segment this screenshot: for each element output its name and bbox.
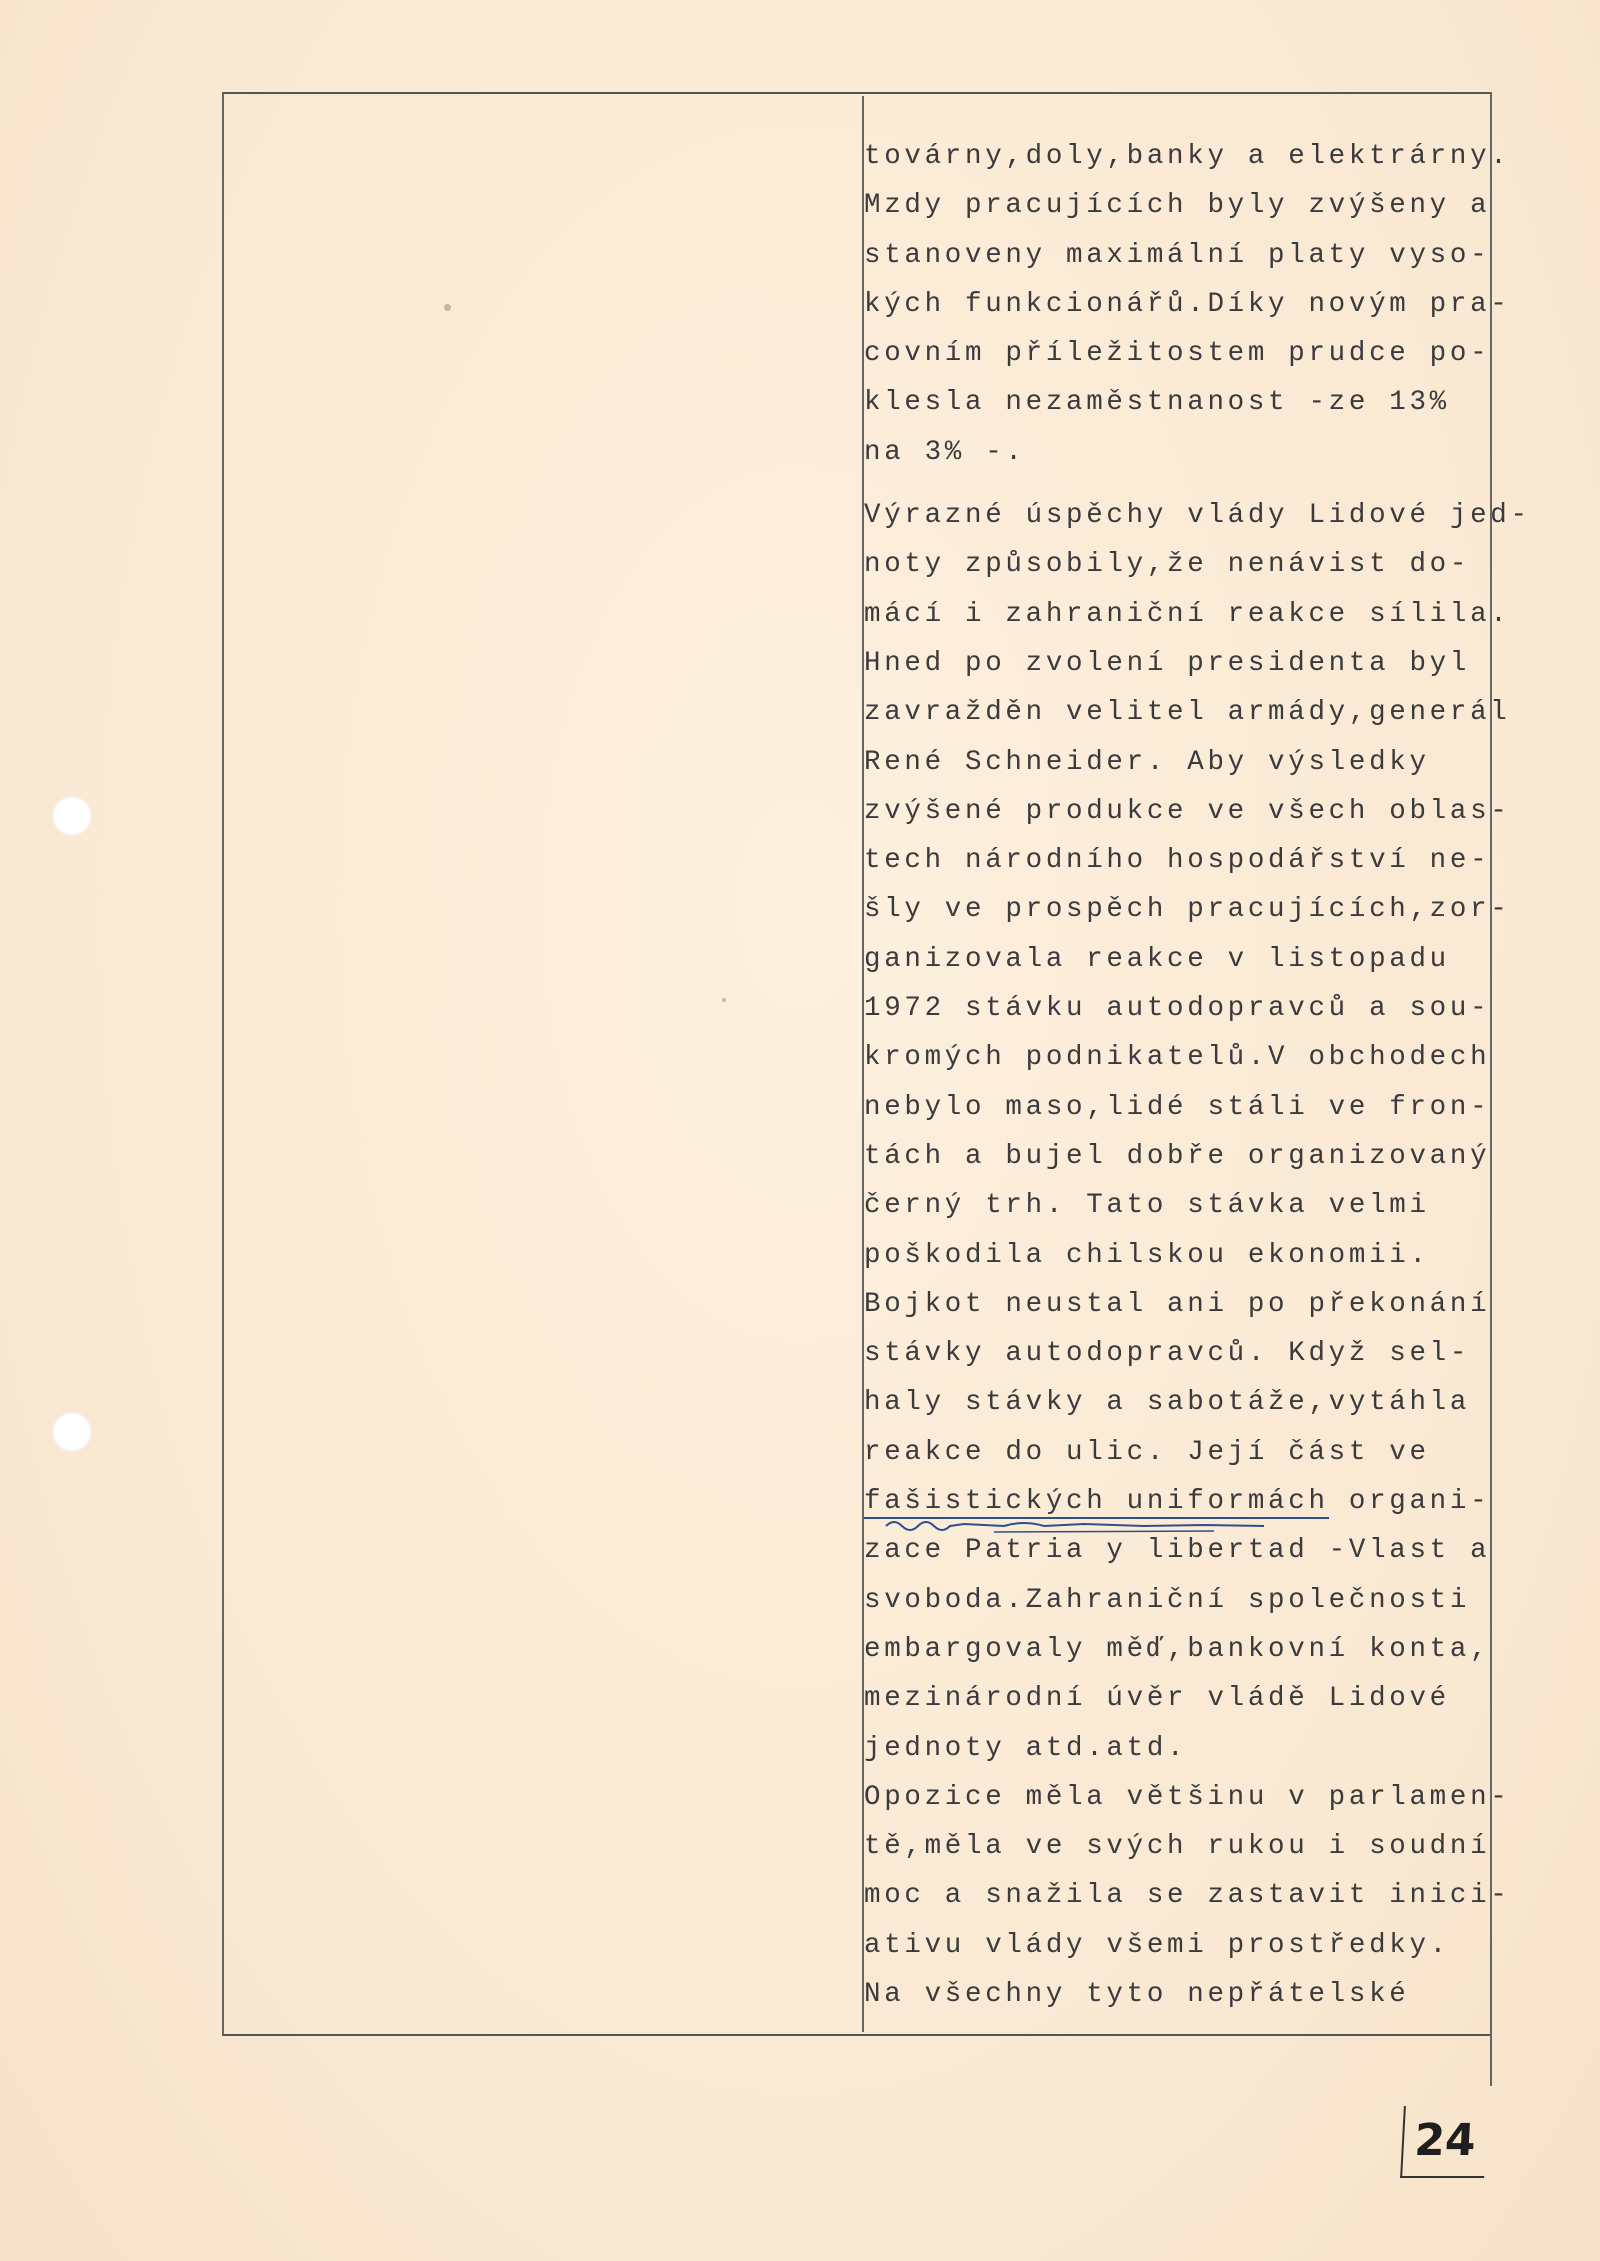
text-line: René Schneider. Aby výsledky — [864, 746, 1430, 778]
text-line: tě,měla ve svých rukou i soudní — [864, 1831, 1491, 1863]
text-line: Výrazné úspěchy vlády Lidové jed- — [864, 500, 1531, 532]
text-line: covním příležitostem prudce po- — [864, 338, 1491, 370]
text-line: zavražděn velitel armády,generál — [864, 697, 1511, 729]
text-line: poškodila chilskou ekonomii. — [864, 1239, 1430, 1271]
text-line: kromých podnikatelů.V obchodech — [864, 1042, 1491, 1074]
text-line: svoboda.Zahraniční společnosti — [864, 1584, 1471, 1616]
text-line: Bojkot neustal ani po překonání — [864, 1288, 1491, 1320]
handwritten-squiggle-annotation — [884, 1516, 1324, 1538]
text-line: moc a snažila se zastavit inici- — [864, 1880, 1511, 1912]
text-line: reakce do ulic. Její část ve — [864, 1436, 1430, 1468]
text-line: mácí i zahraniční reakce sílila. — [864, 598, 1511, 630]
text-line: nebylo maso,lidé stáli ve fron- — [864, 1091, 1491, 1123]
text-line: zace Patria y libertad -Vlast a — [864, 1535, 1491, 1567]
text-line: stávky autodopravců. Když sel- — [864, 1338, 1471, 1370]
text-line: embargovaly měď,bankovní konta, — [864, 1633, 1491, 1665]
paper-speck — [722, 998, 726, 1002]
text-line-remainder: organi- — [1328, 1486, 1491, 1518]
text-line: továrny,doly,banky a elektrárny. — [864, 141, 1511, 172]
text-line: Hned po zvolení presidenta byl — [864, 647, 1471, 679]
text-line: černý trh. Tato stávka velmi — [864, 1190, 1430, 1222]
text-line: 1972 stávku autodopravců a sou- — [864, 993, 1491, 1025]
text-line: klesla nezaměstnanost -ze 13% — [864, 387, 1450, 419]
punch-hole-bottom — [52, 1412, 92, 1452]
text-line: Mzdy pracujících byly zvýšeny a — [864, 190, 1491, 222]
text-line: ativu vlády všemi prostředky. — [864, 1929, 1450, 1961]
paper-speck — [444, 304, 451, 311]
text-line: haly stávky a sabotáže,vytáhla — [864, 1387, 1471, 1419]
text-line: mezinárodní úvěr vládě Lidové — [864, 1683, 1450, 1715]
text-line: stanoveny maximální platy vyso- — [864, 239, 1491, 271]
text-line: ganizovala reakce v listopadu — [864, 943, 1450, 975]
punch-hole-top — [52, 796, 92, 836]
text-line: Opozice měla většinu v parlamen- — [864, 1781, 1511, 1813]
text-line: tách a bujel dobře organizovaný — [864, 1140, 1491, 1172]
text-line: noty způsobily,že nenávist do- — [864, 549, 1471, 581]
text-line: šly ve prospěch pracujících,zor- — [864, 894, 1511, 926]
text-line: jednoty atd.atd. — [864, 1732, 1188, 1764]
text-line: tech národního hospodářství ne- — [864, 845, 1491, 877]
underlined-phrase: fašistických uniformách — [864, 1486, 1329, 1518]
page-number: 24 — [1400, 2106, 1488, 2178]
text-line: kých funkcionářů.Díky novým pra- — [864, 288, 1511, 320]
text-line: zvýšené produkce ve všech oblas- — [864, 795, 1511, 827]
typed-text-column — [864, 132, 1531, 2019]
text-line: na 3% -. — [864, 436, 1026, 468]
text-line: Na všechny tyto nepřátelské — [864, 1978, 1410, 2010]
